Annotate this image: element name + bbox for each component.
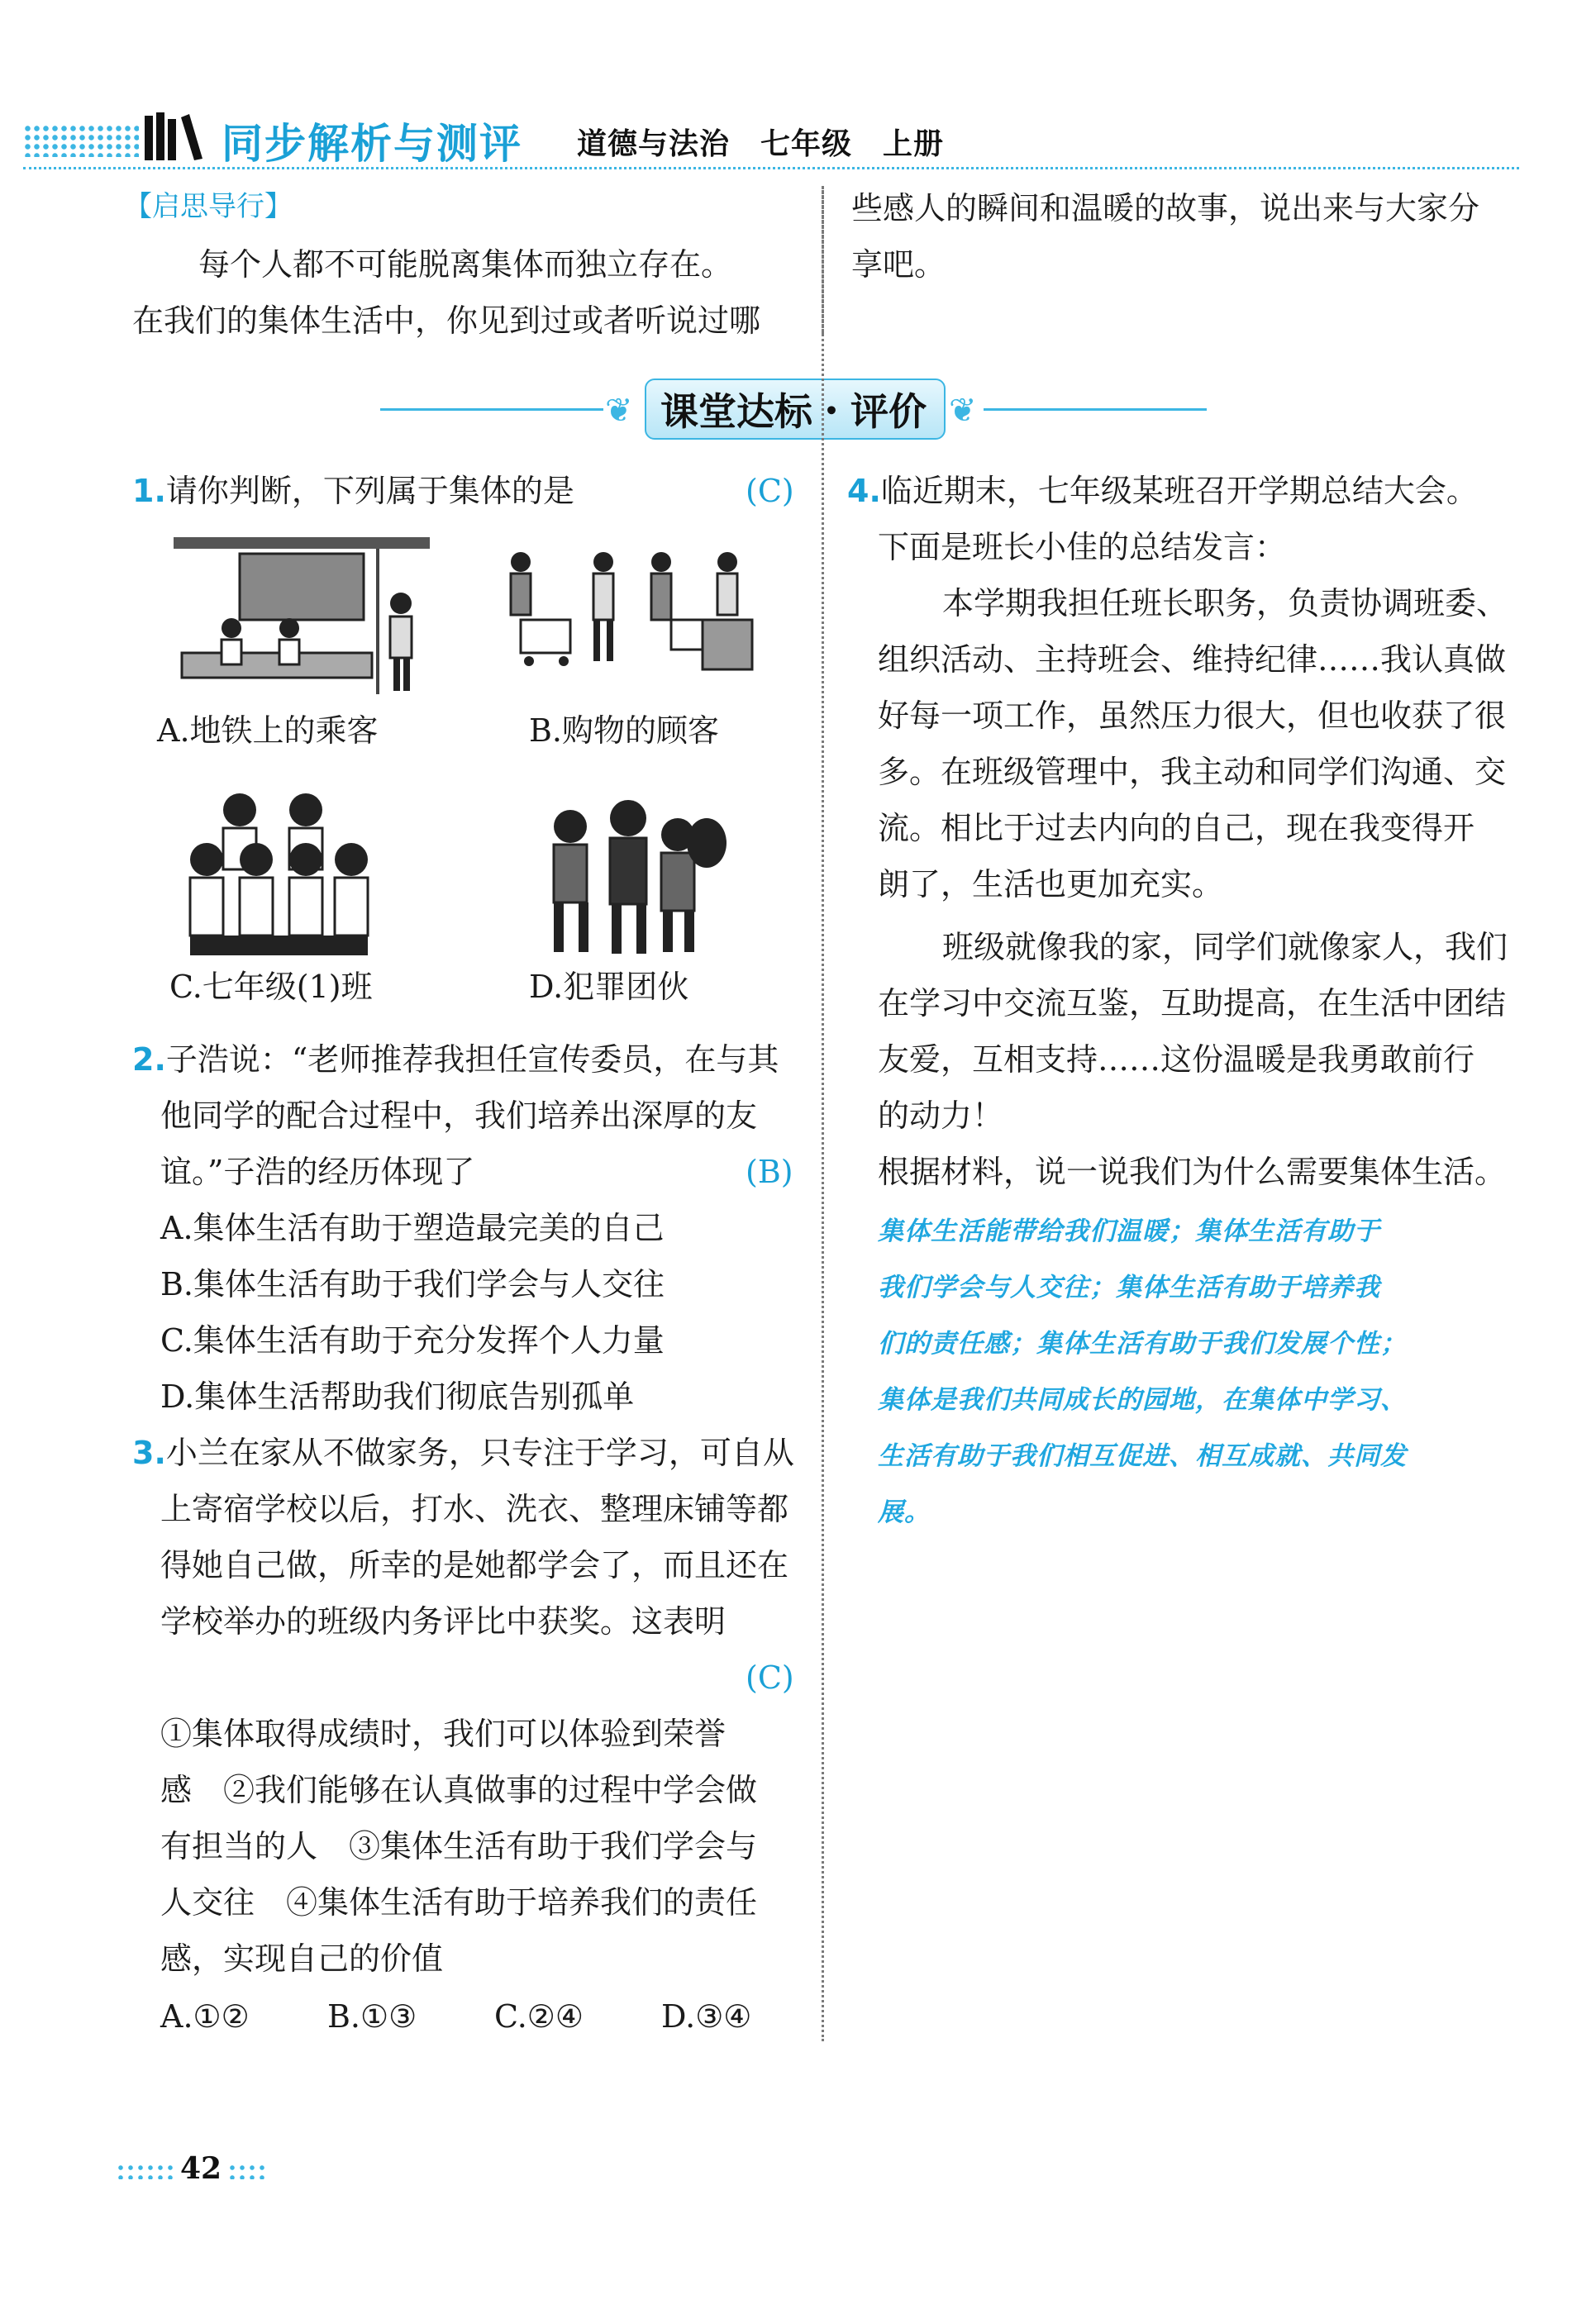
speech-line: 的动力！ <box>878 1097 1004 1134</box>
question-1-option-b: B.购物的顾客 <box>529 712 720 749</box>
question-4-line: 下面是班长小佳的总结发言： <box>878 529 1287 565</box>
handwritten-answer-line: 展。 <box>878 1497 931 1527</box>
speech-line: 流。相比于过去内向的自己，现在我变得开 <box>878 810 1475 846</box>
header-dot-band <box>23 124 139 157</box>
header-divider <box>23 167 1519 169</box>
question-2-stem <box>132 1031 779 1088</box>
series-title: 同步解析与测评 <box>222 120 522 168</box>
question-1-stem <box>132 463 574 519</box>
question-3-statement: ①集体取得成绩时，我们可以体验到荣誉 <box>160 1716 727 1752</box>
question-3-line: 学校举办的班级内务评比中获奖。这表明 <box>160 1603 727 1640</box>
illustration-criminal-gang <box>521 793 727 959</box>
question-1-option-d: D.犯罪团伙 <box>529 969 689 1005</box>
question-4-prompt: 根据材料，说一说我们为什么需要集体生活。 <box>878 1154 1507 1190</box>
answer-choice: (B) <box>746 1154 793 1190</box>
question-2-option: C.集体生活有助于充分发挥个人力量 <box>160 1322 665 1359</box>
intro-line: 享吧。 <box>851 246 946 283</box>
section-banner <box>380 372 1207 446</box>
speech-line: 在学习中交流互鉴，互助提高，在生活中团结 <box>878 985 1507 1021</box>
speech-line: 好每一项工作，虽然压力很大，但也收获了很 <box>878 698 1507 734</box>
question-4-stem <box>847 463 1478 519</box>
question-1-option-c: C.七年级(1)班 <box>169 969 373 1005</box>
question-2-option: B.集体生活有助于我们学会与人交往 <box>160 1266 665 1302</box>
illustration-shoppers <box>488 529 760 694</box>
question-3-statement: 有担当的人 ③集体生活有助于我们学会与 <box>160 1828 758 1864</box>
question-2-line: 他同学的配合过程中，我们培养出深厚的友 <box>160 1097 758 1134</box>
illustration-class-students <box>182 785 372 959</box>
question-2-option: D.集体生活帮助我们彻底告别孤单 <box>160 1378 635 1415</box>
handwritten-answer-line: 们的责任感；集体生活有助于我们发展个性； <box>878 1329 1407 1359</box>
swirl-ornament-icon: ❦ <box>605 392 633 430</box>
speech-line: 本学期我担任班长职务，负责协调班委、 <box>942 585 1508 621</box>
question-number: 1. <box>132 473 166 509</box>
question-3-statement: 感 ②我们能够在认真做事的过程中学会做 <box>160 1772 758 1808</box>
swirl-ornament-icon: ❦ <box>949 392 977 430</box>
question-3-option: B.①③ <box>327 1998 417 2035</box>
question-number: 2. <box>132 1041 166 1078</box>
intro-tag: 【启思导行】 <box>124 190 293 223</box>
question-2-option: A.集体生活有助于塑造最完美的自己 <box>160 1210 665 1246</box>
speech-line: 友爱，互相支持……这份温暖是我勇敢前行 <box>878 1041 1475 1078</box>
handwritten-answer-line: 生活有助于我们相互促进、相互成就、共同发 <box>878 1441 1407 1471</box>
question-3-statement: 人交往 ④集体生活有助于培养我们的责任 <box>160 1884 758 1921</box>
handwritten-answer-line: 集体是我们共同成长的园地，在集体中学习、 <box>878 1385 1407 1415</box>
question-3-option: A.①② <box>160 1998 250 2035</box>
speech-line: 组织活动、主持班会、维持纪律……我认真做 <box>878 641 1507 678</box>
section-title: 课堂达标・评价 <box>660 389 927 434</box>
subject-title: 道德与法治 七年级 上册 <box>577 127 945 161</box>
intro-line: 些感人的瞬间和温暖的故事，说出来与大家分 <box>851 190 1480 226</box>
question-number: 4. <box>847 473 881 509</box>
speech-line: 朗了，生活也更加充实。 <box>878 866 1224 902</box>
question-3-stem <box>132 1425 794 1481</box>
speech-line: 班级就像我的家，同学们就像家人，我们 <box>942 929 1508 965</box>
footer-dots <box>116 2163 174 2179</box>
question-2-line: 谊。”子浩的经历体现了 <box>160 1154 475 1190</box>
page-header <box>23 107 1519 174</box>
answer-choice: (C) <box>746 1659 794 1696</box>
intro-line: 在我们的集体生活中，你见到过或者听说过哪 <box>132 302 761 339</box>
question-text: 请你判断，下列属于集体的是 <box>165 473 574 509</box>
speech-line: 多。在班级管理中，我主动和同学们沟通、交 <box>878 754 1507 790</box>
banner-line <box>380 408 603 411</box>
intro-line: 每个人都不可能脱离集体而独立存在。 <box>198 246 733 283</box>
question-3-option: D.③④ <box>661 1998 752 2035</box>
question-number: 3. <box>132 1435 166 1471</box>
page-number: 42 <box>180 2151 222 2186</box>
banner-line <box>984 408 1207 411</box>
handwritten-answer-line: 集体生活能带给我们温暖；集体生活有助于 <box>878 1217 1380 1246</box>
question-3-option: C.②④ <box>494 1998 584 2035</box>
answer-choice: (C) <box>746 473 794 509</box>
question-3-line: 得她自己做，所幸的是她都学会了，而且还在 <box>160 1547 789 1583</box>
question-1-option-a: A.地铁上的乘客 <box>157 712 379 749</box>
question-3-line: 上寄宿学校以后，打水、洗衣、整理床铺等都 <box>160 1491 789 1527</box>
footer-dots <box>227 2163 269 2179</box>
column-divider <box>822 186 824 2041</box>
illustration-subway-passengers <box>165 529 438 694</box>
question-3-statement: 感，实现自己的价值 <box>160 1940 444 1977</box>
books-logo-icon <box>143 111 209 162</box>
question-text: 子浩说：“老师推荐我担任宣传委员，在与其 <box>165 1041 779 1078</box>
question-text: 临近期末，七年级某班召开学期总结大会。 <box>880 473 1478 509</box>
handwritten-answer-line: 我们学会与人交往；集体生活有助于培养我 <box>878 1273 1380 1302</box>
question-text: 小兰在家从不做家务，只专注于学习，可自从 <box>165 1435 794 1471</box>
